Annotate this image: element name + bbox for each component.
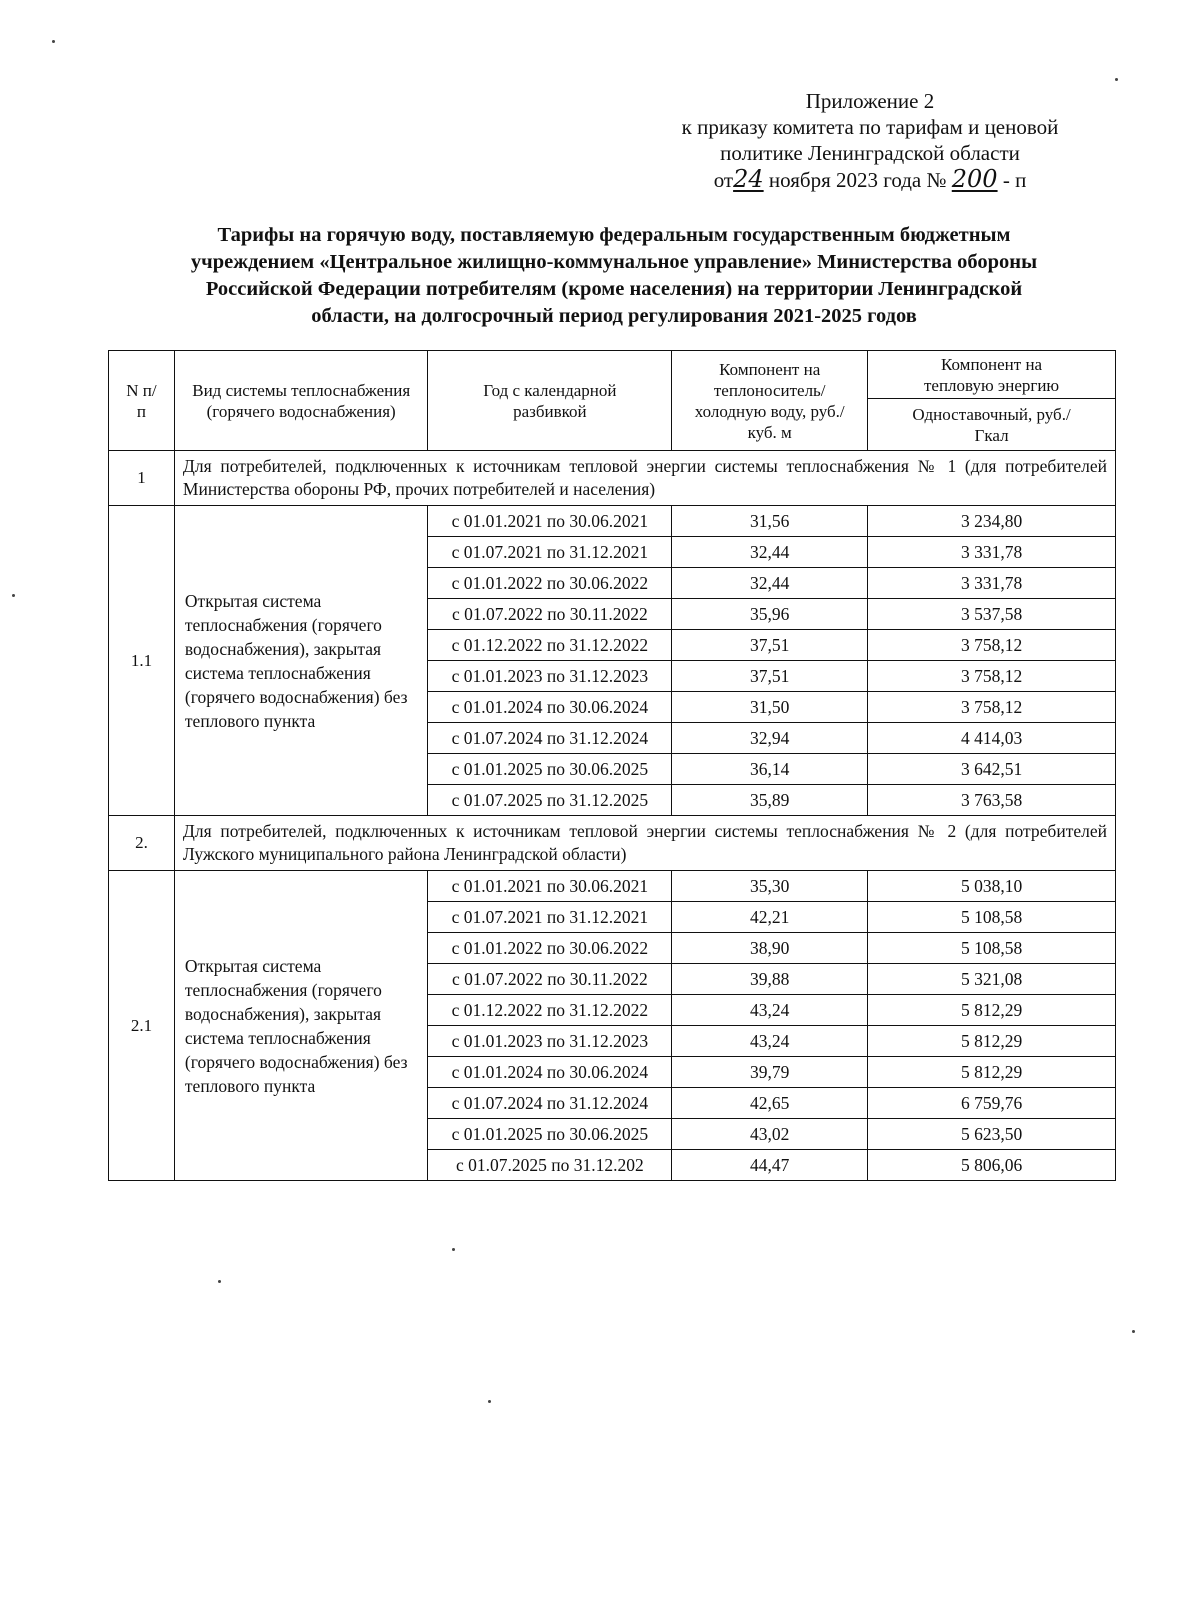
- energy-value: 6 759,76: [868, 1088, 1116, 1119]
- header-energy: Компонент на тепловую энергию: [868, 351, 1116, 399]
- header-system: Вид системы теплоснабжения (горячего водоснабжения): [174, 351, 428, 451]
- coolant-value: 32,44: [672, 568, 868, 599]
- period-cell: с 01.01.2025 по 30.06.2025: [428, 754, 672, 785]
- coolant-value: 42,65: [672, 1088, 868, 1119]
- period-cell: с 01.07.2025 по 31.12.202: [428, 1150, 672, 1181]
- tariff-table: [108, 350, 1116, 1181]
- header-period: Год с календарной разбивкой: [428, 351, 672, 451]
- energy-value: 3 234,80: [868, 506, 1116, 537]
- period-cell: с 01.01.2021 по 30.06.2021: [428, 871, 672, 902]
- date-suffix: - п: [1002, 168, 1027, 192]
- coolant-value: 36,14: [672, 754, 868, 785]
- coolant-value: 39,79: [672, 1057, 868, 1088]
- coolant-value: 38,90: [672, 933, 868, 964]
- coolant-value: 43,02: [672, 1119, 868, 1150]
- energy-value: 4 414,03: [868, 723, 1116, 754]
- period-cell: с 01.01.2024 по 30.06.2024: [428, 692, 672, 723]
- table-row: [109, 871, 1116, 902]
- period-cell: с 01.07.2024 по 31.12.2024: [428, 723, 672, 754]
- coolant-value: 39,88: [672, 964, 868, 995]
- coolant-value: 43,24: [672, 995, 868, 1026]
- period-cell: с 01.12.2022 по 31.12.2022: [428, 995, 672, 1026]
- period-cell: с 01.01.2021 по 30.06.2021: [428, 506, 672, 537]
- header-coolant: Компонент на теплоноситель/ холодную воду, руб./куб. м: [672, 351, 868, 451]
- group-description: Для потребителей, подключенных к источникам тепловой энергии системы теплоснабжения № 1 (для потребителей Министерства обороны РФ, прочих потребителей и населения): [174, 451, 1115, 506]
- coolant-value: 37,51: [672, 661, 868, 692]
- coolant-value: 37,51: [672, 630, 868, 661]
- energy-value: 3 758,12: [868, 692, 1116, 723]
- energy-value: 3 763,58: [868, 785, 1116, 816]
- period-cell: с 01.01.2025 по 30.06.2025: [428, 1119, 672, 1150]
- title-line-4: области, на долгосрочный период регулирования 2021-2025 годов: [311, 305, 917, 327]
- period-cell: с 01.01.2022 по 30.06.2022: [428, 568, 672, 599]
- period-cell: с 01.01.2022 по 30.06.2022: [428, 933, 672, 964]
- title-line-2: учреждением «Центральное жилищно-коммунальное управление» Министерства обороны: [190, 251, 1038, 273]
- energy-value: 3 331,78: [868, 568, 1116, 599]
- period-cell: с 01.07.2022 по 30.11.2022: [428, 964, 672, 995]
- handwritten-day: 24: [733, 165, 764, 193]
- period-cell: с 01.07.2024 по 31.12.2024: [428, 1088, 672, 1119]
- scan-speck: [488, 1400, 491, 1403]
- period-cell: с 01.01.2023 по 31.12.2023: [428, 661, 672, 692]
- coolant-value: 31,56: [672, 506, 868, 537]
- coolant-value: 35,30: [672, 871, 868, 902]
- period-cell: с 01.07.2022 по 30.11.2022: [428, 599, 672, 630]
- appendix-line-1: Приложение 2: [805, 89, 935, 113]
- group-description: Для потребителей, подключенных к источникам тепловой энергии системы теплоснабжения № 2 (для потребителей Лужского муниципального района Ленинградской области): [174, 816, 1115, 871]
- appendix-line-2: к приказу комитета по тарифам и ценовой: [681, 115, 1059, 139]
- scan-speck: [1132, 1330, 1135, 1333]
- period-cell: с 01.07.2025 по 31.12.2025: [428, 785, 672, 816]
- coolant-value: 43,24: [672, 1026, 868, 1057]
- appendix-header: [600, 88, 1140, 193]
- appendix-line-3: политике Ленинградской области: [720, 141, 1020, 165]
- subgroup-number: 2.1: [109, 871, 175, 1181]
- date-middle: ноября 2023 года №: [768, 168, 947, 192]
- energy-value: 5 812,29: [868, 1026, 1116, 1057]
- title-line-1: Тарифы на горячую воду, поставляемую федеральным государственным бюджетным: [217, 224, 1011, 246]
- subgroup-number: 1.1: [109, 506, 175, 816]
- coolant-value: 31,50: [672, 692, 868, 723]
- energy-value: 5 108,58: [868, 902, 1116, 933]
- energy-value: 3 537,58: [868, 599, 1116, 630]
- energy-value: 5 321,08: [868, 964, 1116, 995]
- period-cell: с 01.12.2022 по 31.12.2022: [428, 630, 672, 661]
- header-num: N п/п: [109, 351, 175, 451]
- energy-value: 5 038,10: [868, 871, 1116, 902]
- energy-value: 5 108,58: [868, 933, 1116, 964]
- scan-speck: [1115, 78, 1118, 81]
- scan-speck: [218, 1280, 221, 1283]
- handwritten-order-number: 200: [951, 165, 998, 193]
- title-line-3: Российской Федерации потребителям (кроме населения) на территории Ленинградской: [205, 278, 1023, 300]
- group-number: 2.: [109, 816, 175, 871]
- scan-speck: [52, 40, 55, 43]
- energy-value: 3 758,12: [868, 630, 1116, 661]
- energy-value: 3 642,51: [868, 754, 1116, 785]
- group-header-row: [109, 451, 1116, 506]
- coolant-value: 32,44: [672, 537, 868, 568]
- system-type: Открытая система теплоснабжения (горячего водоснабжения), закрытая система теплоснабжения (горячего водоснабжения) без теплового пункта: [174, 871, 428, 1181]
- system-type: Открытая система теплоснабжения (горячего водоснабжения), закрытая система теплоснабжения (горячего водоснабжения) без теплового пункта: [174, 506, 428, 816]
- energy-value: 3 331,78: [868, 537, 1116, 568]
- table-row: [109, 506, 1116, 537]
- date-prefix: от: [713, 168, 734, 192]
- coolant-value: 32,94: [672, 723, 868, 754]
- period-cell: с 01.01.2023 по 31.12.2023: [428, 1026, 672, 1057]
- energy-value: 5 812,29: [868, 995, 1116, 1026]
- table-body: [109, 451, 1116, 1181]
- header-energy-sub: Одноставочный, руб./Гкал: [868, 399, 1116, 451]
- coolant-value: 42,21: [672, 902, 868, 933]
- energy-value: 5 812,29: [868, 1057, 1116, 1088]
- energy-value: 5 806,06: [868, 1150, 1116, 1181]
- group-number: 1: [109, 451, 175, 506]
- period-cell: с 01.07.2021 по 31.12.2021: [428, 537, 672, 568]
- energy-value: 3 758,12: [868, 661, 1116, 692]
- period-cell: с 01.01.2024 по 30.06.2024: [428, 1057, 672, 1088]
- appendix-date-line: [600, 166, 1140, 193]
- coolant-value: 35,89: [672, 785, 868, 816]
- coolant-value: 35,96: [672, 599, 868, 630]
- document-title: [108, 222, 1120, 330]
- group-header-row: [109, 816, 1116, 871]
- energy-value: 5 623,50: [868, 1119, 1116, 1150]
- period-cell: с 01.07.2021 по 31.12.2021: [428, 902, 672, 933]
- coolant-value: 44,47: [672, 1150, 868, 1181]
- scan-speck: [12, 594, 15, 597]
- scan-speck: [452, 1248, 455, 1251]
